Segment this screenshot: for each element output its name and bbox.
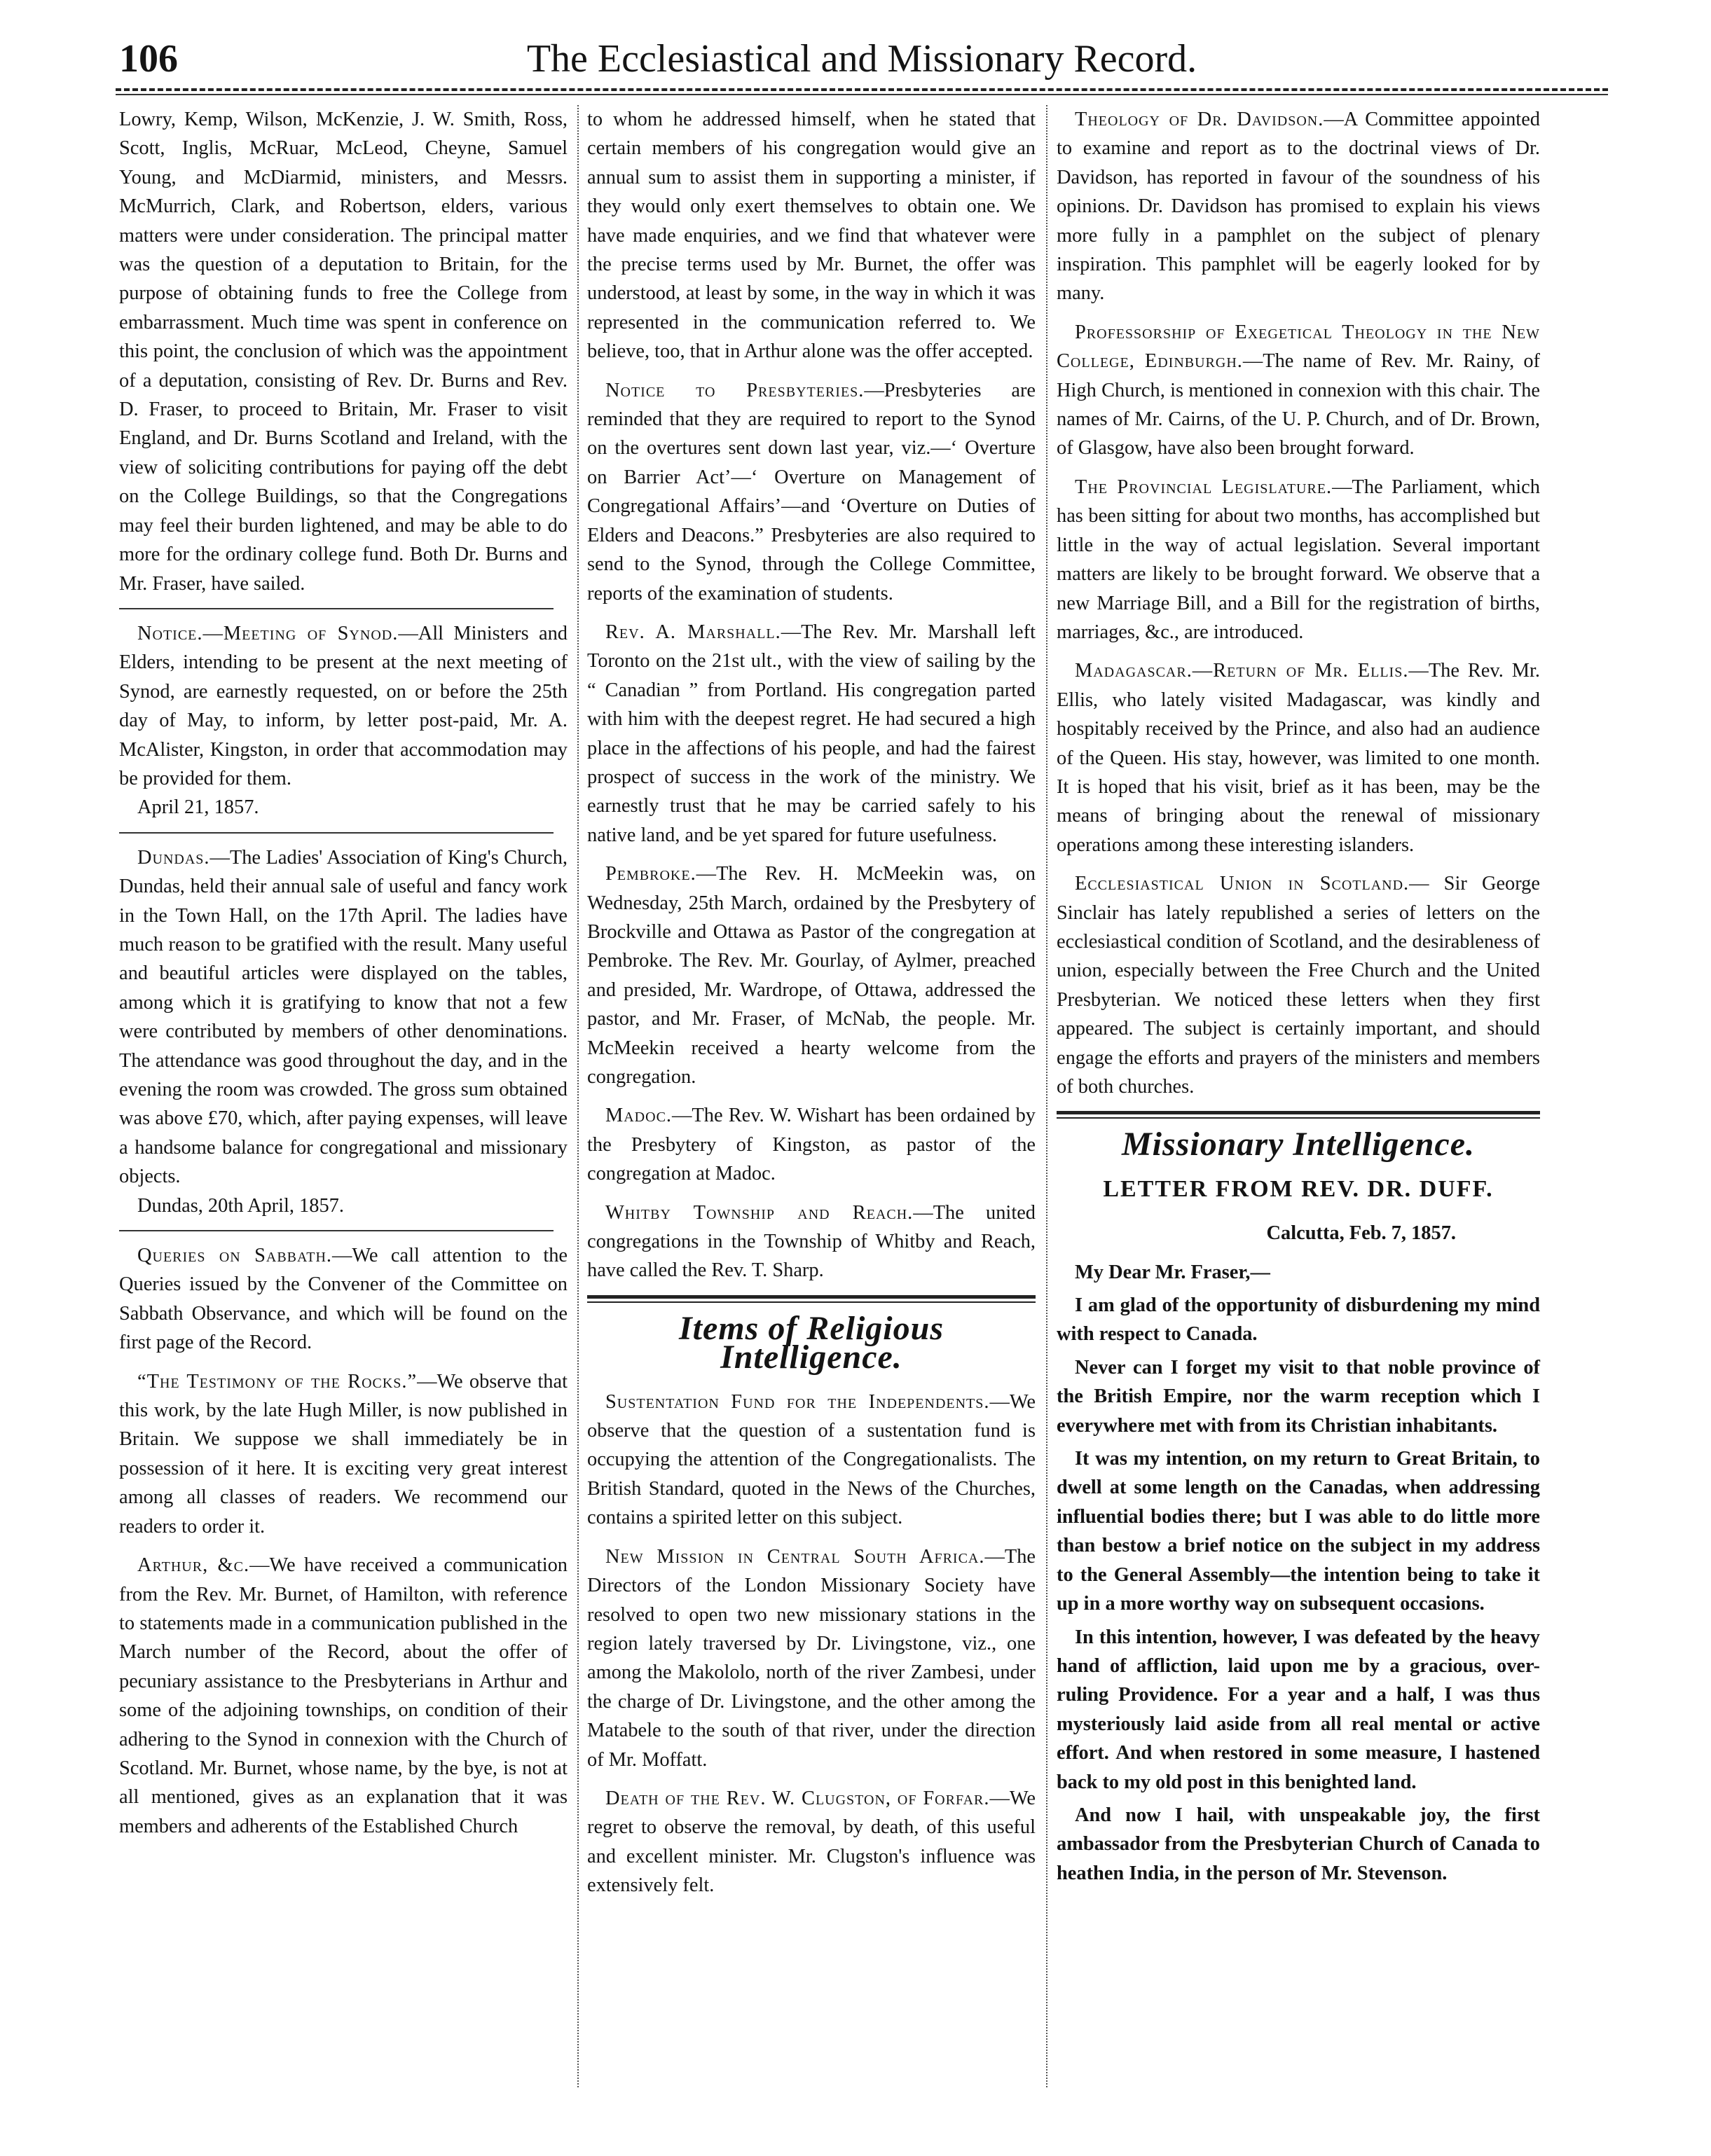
dundas-date: Dundas, 20th April, 1857. [137,1194,344,1217]
madagascar-article [1057,656,1540,859]
marshall-article [587,618,1036,850]
testimony-body: —We observe that this work, by the late Hugh Miller, is now published in Britain. We suppose we shall immediately be in possession of it here. It is exciting very great interest among all classes of readers. We recommend our readers to order it. [119,1370,568,1537]
section-rule [1057,1111,1540,1119]
death-article [587,1784,1036,1900]
union-article [1057,869,1540,1101]
pembroke-heading: Pembroke. [605,863,696,885]
letter-paragraph: Never can I forget my visit to that noble province of the British Empire, nor the warm reception which I everywhere met with from its Christian inhabitants. [1057,1356,1540,1437]
legislature-body: —The Parliament, which has been sitting for about two months, has accomplished but little in the way of actual legislation. Several important matters are likely to be brought forward. We observe that a new Marriage Bill, and a Bill for the registration of births, marriages, &c., are introduced. [1057,476,1540,643]
header-rule-solid [116,94,1608,95]
missionary-intelligence-heading: Missionary Intelligence. [1121,1126,1476,1163]
letter-salutation: My Dear Mr. Fraser,— [1075,1261,1270,1283]
professorship-article [1057,318,1540,463]
notice-heading: Notice.—Meeting of Synod. [137,622,399,644]
professorship-body: —The name of Rev. Mr. Rainy, of High Church, is mentioned in connexion with this chair. The names of Mr. Cairns, of the U. P. Church, and of Dr. Brown, of Glasgow, have also been brought forward. [1057,350,1540,459]
arthur-heading: Arthur, &c. [137,1554,250,1577]
column-2 [587,105,1036,1910]
whitby-heading: Whitby Township and Reach. [605,1201,914,1224]
presbyteries-article [587,376,1036,608]
pembroke-body: —The Rev. H. McMeekin was, on Wednesday, 25th March, ordained by the Presbytery of Brockville and Ottawa as Pastor of the congregation at Pembroke. The Rev. Mr. Gourlay, of Aylmer, preached and presided, Mr. Wardrope, of Ottawa, addressed the pastor, and Mr. Fraser, of McNab, the people. Mr. McMeekin received a hearty welcome from the congregation. [587,863,1036,1088]
sustentation-body: —We observe that the question of a sustentation fund is occupying the attention of the Congregationalists. The British Standard, quoted in the News of the Churches, contains a spirited letter on this subject. [587,1390,1036,1529]
column-3 [1057,105,1540,1892]
presbyteries-body: —Presbyteries are reminded that they are required to report to the Synod on the overtures sent down last year, viz.—‘ Overture on Barrier Act’—‘ Overture on Management of Congregational Affairs’—and ‘Overture on Duties of Elders and Deacons.” Presbyteries are also required to send to the Synod, through the College Committee, reports of the examination of students. [587,379,1036,604]
theology-heading: Theology of Dr. Davidson. [1075,109,1324,130]
union-heading: Ecclesiastical Union in Scotland. [1075,873,1410,895]
letter-paragraph: I am glad of the opportunity of disburdening my mind with respect to Canada. [1057,1294,1540,1346]
sustentation-heading: Sustentation Fund for the Independents. [605,1390,990,1413]
religious-intelligence-heading: Items of Religious Intelligence. [678,1309,944,1376]
section-rule [587,1295,1036,1303]
dundas-heading: Dundas. [137,846,210,869]
sustentation-article [587,1388,1036,1533]
notice-article [119,619,568,793]
whitby-article [587,1198,1036,1285]
presbyteries-heading: Notice to Presbyteries. [605,379,865,401]
notice-date: April 21, 1857. [137,796,259,819]
duff-letter [1057,1258,1540,1888]
article-separator [119,832,554,834]
testimony-article [119,1367,568,1541]
madoc-body: —The Rev. W. Wishart has been ordained by the Presbytery of Kingston, as pastor of the congregation at Madoc. [587,1105,1036,1185]
madagascar-body: —The Rev. Mr. Ellis, who lately visited Madagascar, was kindly and hospitably received by the Prince, and also had an audience of the Queen. His stay, however, was limited to one month. It is hoped that his visit, brief as it has been, may be the means of bringing about the renewal of missionary operations among these interesting islanders. [1057,660,1540,856]
notice-body: —All Ministers and Elders, intending to be present at the next meeting of Synod, are earnestly requested, on or before the 25th day of May, to inform, by letter post-paid, Mr. A. McAlister, Kingston, in order that accommodation may be provided for them. [119,622,568,789]
testimony-heading: “The Testimony of the Rocks.” [137,1370,418,1393]
death-heading: Death of the Rev. W. Clugston, of Forfar. [605,1787,990,1809]
union-body: — Sir George Sinclair has lately republished a series of letters on the ecclesiastical condition of Scotland, and the desirableness of union, especially between the Free Church and the United Presbyterian. We noticed these letters when they first appeared. The subject is certainly important, and should engage the efforts and prayers of the ministers and members of both churches. [1057,873,1540,1098]
column-divider-2 [1046,105,1047,2087]
madoc-heading: Madoc. [605,1105,673,1127]
mission-body: —The Directors of the London Missionary Society have resolved to open two new missionary stations in the region lately traversed by Dr. Livingstone, viz., one among the Makololo, north of the river Zambesi, under the charge of Dr. Livingstone, and the other among the Matabele to the south of that river, under the direction of Mr. Moffatt. [587,1545,1036,1771]
professorship-heading: Professorship of Exegetical Theology in the New College, Edinburgh. [1057,321,1540,373]
page-number: 106 [119,37,178,81]
marshall-body: —The Rev. Mr. Marshall left Toronto on the 21st ult., with the view of sailing by the “ Canadian ” from Portland. His congregation parted with him with the deepest regret. He had secured a high place in the affections of his people, and had the fairest prospect of success in the work of the ministry. We earnestly trust that he may be carried safely to his native land, and be yet spared for future usefulness. [587,621,1036,846]
pembroke-article [587,859,1036,1091]
arthur-body: —We have received a communication from the Rev. Mr. Burnet, of Hamilton, with reference to statements made in a communication published in the March number of the Record, about the offer of pecuniary assistance to the Presbyterians in Arthur and some of the adjoining townships, on condition of their adhering to the Synod in connexion with the Church of Scotland. Mr. Burnet, whose name, by the bye, is not at all mentioned, gives as an explanation that it was members and adherents of the Established Church [119,1554,568,1837]
letter-paragraph: It was my intention, on my return to Great Britain, to dwell at some length on the Canadas, when addressing influential bodies there; but I was able to do little more than bestow a brief notice on the subject in my address to the General Assembly—the intention being to take it up in a more worthy way on subsequent occasions. [1057,1448,1540,1615]
arthur-continued: to whom he addressed himself, when he stated that certain members of his congregation would give an annual sum to assist them in supporting a minister, if they would only exert themselves to obtain one. We have made enquiries, and we find that whatever were the precise terms used by Mr. Burnet, the offer was understood, at least by some, in the way in which it was represented in the communication referred to. We believe, too, that in Arthur alone was the offer accepted. [587,109,1036,363]
whitby-body: —The united congregations in the Township of Whitby and Reach, have called the Rev. T. Sharp. [587,1201,1036,1282]
synod-committee-paragraph: Lowry, Kemp, Wilson, McKenzie, J. W. Smith, Ross, Scott, Inglis, McRuar, McLeod, Cheyne, Samuel Young, and McDiarmid, ministers, and Messrs. McMurrich, Clark, and Robertson, elders, various matters were under consideration. The principal matter was the question of a deputation to Britain, for the purpose of obtaining funds to free the College from embarrassment. Much time was spent in conference on this point, the conclusion of which was the appointment of a deputation, consisting of Rev. Dr. Burns and Rev. D. Fraser, to proceed to Britain, Mr. Fraser to visit England, and Dr. Burns Scotland and Ireland, with the view of soliciting contributions for paying off the debt on the College Buildings, so that the Congregations may feel their burden lightened, and may be able to do more for the ordinary college fund. Both Dr. Burns and Mr. Fraser, have sailed. [119,109,568,595]
mission-heading: New Mission in Central South Africa. [605,1545,985,1568]
masthead [119,36,1605,87]
death-body: —We regret to observe the removal, by death, of this useful and excellent minister. Mr. Clugston's influence was extensively felt. [587,1787,1036,1897]
article-separator [119,1230,554,1231]
dundas-body: —The Ladies' Association of King's Church, Dundas, held their annual sale of useful and fancy work in the Town Hall, on the 17th April. The ladies have much reason to be gratified with the result. Many useful and beautiful articles were displayed on the tables, among which it is gratifying to know that not a few were contributed by members of other denominations. The attendance was good throughout the day, and in the evening the room was crowded. The gross sum obtained was above £70, which, after paying expenses, will leave a handsome balance for congregational and missionary objects. [119,846,568,1188]
arthur-article [119,1551,568,1841]
queries-body: —We call attention to the Queries issued by the Convener of the Committee on Sabbath Observance, and which will be found on the first page of the Record. [119,1245,568,1354]
theology-article [1057,105,1540,308]
legislature-article [1057,473,1540,647]
queries-article [119,1241,568,1357]
dundas-article [119,843,568,1191]
column-1 [119,105,568,1851]
letter-paragraph: In this intention, however, I was defeated by the heavy hand of affliction, laid upon me by a gracious, over-ruling Providence. For a year and a half, I was thus mysteriously laid aside from all real mental or active effort. And when restored in some measure, I hastened back to my old post in this benighted land. [1057,1626,1540,1793]
letter-heading: LETTER FROM REV. DR. DUFF. [1103,1175,1494,1202]
queries-heading: Queries on Sabbath. [137,1245,332,1267]
mission-article [587,1542,1036,1774]
legislature-heading: The Provincial Legislature. [1075,476,1333,498]
journal-title: The Ecclesiastical and Missionary Record. [526,37,1197,81]
article-separator [119,608,554,609]
theology-body: —A Committee appointed to examine and report as to the doctrinal views of Dr. Davidson, has reported in favour of the soundness of his opinions. Dr. Davidson has promised to explain his views more fully in a pamphlet on the subject of plenary inspiration. This pamphlet will be eagerly looked for by many. [1057,109,1540,305]
madagascar-heading: Madagascar.—Return of Mr. Ellis. [1075,660,1409,682]
header-rule [116,88,1608,91]
column-divider-1 [577,105,579,2087]
madoc-article [587,1101,1036,1188]
letter-paragraph: And now I hail, with unspeakable joy, the first ambassador from the Presbyterian Church of Canada to heathen India, in the person of Mr. Stevenson. [1057,1804,1540,1884]
letter-date: Calcutta, Feb. 7, 1857. [1266,1222,1456,1245]
marshall-heading: Rev. A. Marshall. [605,621,781,643]
